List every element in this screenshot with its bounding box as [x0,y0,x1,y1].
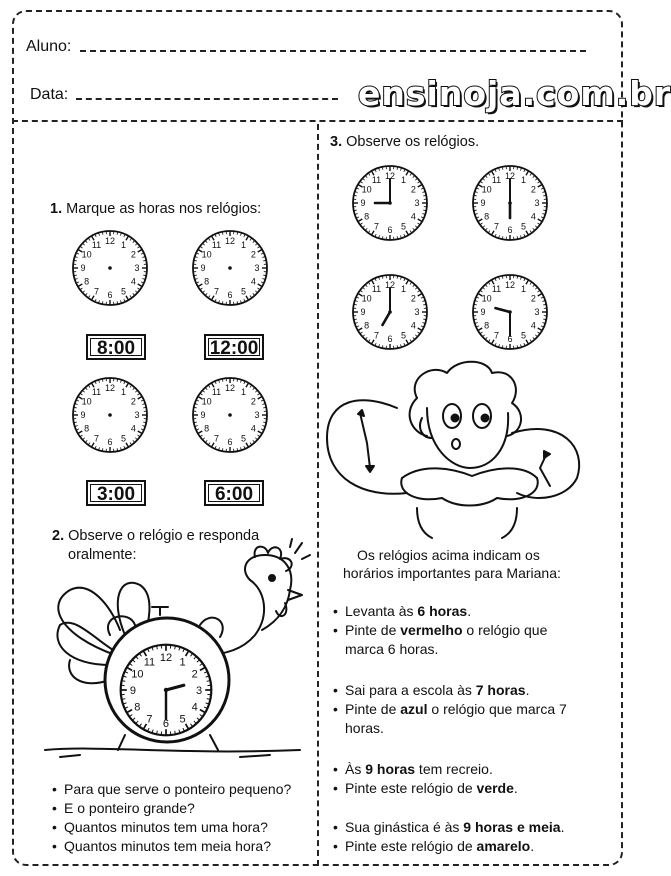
clock-number: 2 [530,293,536,304]
q1-clock [70,228,150,308]
q3-group [333,760,518,798]
clock-number: 4 [250,276,256,287]
clock-number: 7 [373,221,380,232]
clock-number: 4 [130,276,136,287]
clock-number: 9 [360,307,366,318]
clock-number: 11 [371,283,382,294]
clock-number: 12 [384,280,396,291]
clock-number: 2 [250,249,256,260]
q1-title-text: Marque as horas nos relógios: [66,201,262,217]
clock-number: 1 [240,239,247,250]
clock-number: 7 [93,433,100,444]
clock-number: 7 [93,286,100,297]
q3-item [333,602,547,621]
q3-text: . [560,819,565,835]
clock-number: 12 [224,236,236,247]
clock-number: 12 [224,383,236,394]
clock-number: 12 [504,280,516,291]
clock-number: 8 [84,423,90,434]
q3-intro [343,546,561,582]
clock-number: 7 [493,330,500,341]
clock-number: 5 [240,286,247,297]
q3-item [333,837,564,856]
q3-intro-line2: horários importantes para Mariana: [343,565,561,581]
clock-number: 11 [211,386,222,397]
clock-number: 6 [387,225,393,236]
q3-group [333,681,567,738]
q3-text: . [467,603,472,619]
q2-title-line1: Observe o relógio e responda [68,528,260,544]
clock-number: 4 [530,320,536,331]
clock-center [108,266,112,270]
clock-center [164,688,168,692]
q2-question: • Quantos minutos tem meia hora? [52,837,291,856]
q1-number: 1. [50,201,63,217]
clock-number: 8 [364,211,370,222]
clock-number: 2 [130,249,136,260]
clock-number: 6 [507,334,513,345]
q3-highlight: 6 horas [417,603,468,619]
q1-time-label: 8:00 [86,334,146,360]
clock-number: 12 [104,383,116,394]
clock-number: 1 [120,239,127,250]
clock-number: 3 [196,684,203,697]
clock-number: 5 [520,221,527,232]
q1-clock [190,375,270,455]
q3-text: Às [345,761,366,777]
q2-alarm-clock [117,641,215,739]
clock-number: 4 [530,211,536,222]
q3-clock [470,272,550,352]
data-field[interactable] [76,98,338,100]
clock-number: 10 [481,184,492,195]
clock-number: 6 [507,225,513,236]
clock-center [108,413,112,417]
clock-number: 9 [80,263,86,274]
clock-number: 4 [410,320,416,331]
clock-number: 12 [159,651,173,664]
clock-number: 10 [201,396,212,407]
clock-number: 6 [162,717,170,730]
clock-number: 9 [80,410,86,421]
q3-text: . [525,682,530,698]
q3-highlight: verde [476,780,514,796]
brand-logo: ensinoja.com.br [358,74,671,113]
clock-number: 3 [534,307,540,318]
clock-number: 1 [400,283,407,294]
clock-number: 6 [107,290,113,301]
clock-number: 8 [84,276,90,287]
clock-number: 12 [504,171,516,182]
q3-item [333,681,567,700]
clock-number: 9 [129,684,136,697]
q3-group [333,818,564,856]
q3-text: . [513,780,518,796]
clock-number: 11 [91,239,102,250]
clock-number: 3 [534,198,540,209]
clock-number: 3 [134,263,140,274]
clock-number: 5 [400,330,407,341]
clock-number: 10 [361,184,372,195]
clock-number: 5 [240,433,247,444]
q3-highlight: 7 horas [475,682,526,698]
clock-number: 4 [250,423,256,434]
q3-intro-line1: Os relógios acima indicam os [357,547,540,563]
clock-number: 6 [107,437,113,448]
clock-number: 5 [520,330,527,341]
q2-title-line2: oralmente: [68,547,137,563]
aluno-field[interactable] [80,50,586,52]
clock-number: 3 [254,410,260,421]
q3-clock [350,272,430,352]
clock-number: 10 [361,293,372,304]
clock-number: 9 [360,198,366,209]
q3-clock [470,163,550,243]
q3-group [333,602,547,659]
clock-number: 1 [179,656,186,669]
clock-number: 8 [484,320,490,331]
clock-center [508,201,512,205]
clock-number: 7 [146,713,153,726]
clock-number: 8 [134,701,141,714]
q3-text: Pinte este relógio de [345,838,477,854]
q3-text: Pinte este relógio de [345,780,477,796]
q3-text: Pinte de [345,701,401,717]
column-divider [317,124,319,866]
clock-number: 10 [81,249,92,260]
q1-title [50,200,261,219]
q3-text: Pinte de [345,622,401,638]
clock-number: 11 [211,239,222,250]
clock-number: 11 [143,656,156,669]
q3-highlight: amarelo [476,838,531,854]
clock-number: 3 [414,307,420,318]
clock-center [388,201,392,205]
girl-illustration [322,358,590,538]
clock-number: 6 [387,334,393,345]
clock-number: 2 [191,668,198,681]
clock-number: 2 [530,184,536,195]
q3-text: tem recreio. [415,761,493,777]
q3-text: marca 6 horas. [345,641,439,657]
clock-number: 1 [520,283,527,294]
clock-center [228,413,232,417]
clock-number: 1 [120,386,127,397]
clock-number: 8 [204,276,210,287]
clock-number: 4 [410,211,416,222]
header-divider [12,120,623,122]
clock-number: 9 [480,198,486,209]
q3-item [333,760,518,779]
clock-number: 5 [120,286,127,297]
q3-clock [350,163,430,243]
q2-question: • E o ponteiro grande? [52,799,291,818]
clock-number: 10 [81,396,92,407]
clock-number: 9 [200,410,206,421]
q2-question: • Para que serve o ponteiro pequeno? [52,780,291,799]
clock-number: 6 [227,437,233,448]
q3-title-text: Observe os relógios. [346,134,480,150]
q3-highlight: vermelho [400,622,463,638]
clock-number: 8 [204,423,210,434]
q3-title [330,133,479,152]
clock-number: 3 [134,410,140,421]
clock-number: 9 [200,263,206,274]
clock-number: 11 [371,174,382,185]
q3-text: . [530,838,535,854]
q2-number: 2. [52,528,65,544]
clock-number: 7 [373,330,380,341]
q1-time-label: 12:00 [204,334,264,360]
q3-text: Sua ginástica é às [345,819,464,835]
q1-clock [70,375,150,455]
q3-text: o relógio que [462,622,548,638]
clock-number: 8 [364,320,370,331]
clock-number: 3 [414,198,420,209]
q3-highlight: azul [400,701,428,717]
q3-number: 3. [330,134,343,150]
clock-number: 10 [131,668,144,681]
q1-time-label: 3:00 [86,480,146,506]
data-label: Data: [30,86,69,103]
clock-center [388,310,392,314]
q2-question-list [52,780,291,856]
q3-text: horas. [345,720,384,736]
clock-number: 12 [104,236,116,247]
clock-number: 12 [384,171,396,182]
clock-number: 1 [520,174,527,185]
clock-number: 2 [410,184,416,195]
clock-number: 7 [493,221,500,232]
clock-center [508,310,512,314]
clock-number: 11 [491,283,502,294]
clock-number: 5 [400,221,407,232]
clock-number: 1 [400,174,407,185]
clock-number: 8 [484,211,490,222]
clock-number: 7 [213,433,220,444]
clock-number: 1 [240,386,247,397]
q2-question: • Quantos minutos tem uma hora? [52,818,291,837]
q1-time-label: 6:00 [204,480,264,506]
clock-number: 7 [213,286,220,297]
q3-highlight: 9 horas e meia [463,819,561,835]
clock-center [228,266,232,270]
clock-number: 11 [491,174,502,185]
q3-text: Sai para a escola às [345,682,476,698]
clock-number: 10 [481,293,492,304]
q3-text: o relógio que marca 7 [427,701,567,717]
clock-number: 2 [250,396,256,407]
clock-number: 3 [254,263,260,274]
q3-item [333,621,547,659]
clock-number: 11 [91,386,102,397]
q3-text: Levanta às [345,603,418,619]
q3-highlight: 9 horas [365,761,416,777]
clock-number: 6 [227,290,233,301]
clock-number: 9 [480,307,486,318]
clock-number: 2 [410,293,416,304]
aluno-label: Aluno: [26,38,72,55]
q3-item [333,779,518,798]
q1-clock [190,228,270,308]
q3-item [333,700,567,738]
q3-item [333,818,564,837]
clock-number: 4 [130,423,136,434]
clock-number: 5 [179,713,186,726]
clock-number: 2 [130,396,136,407]
clock-number: 4 [191,701,198,714]
clock-number: 5 [120,433,127,444]
clock-number: 10 [201,249,212,260]
